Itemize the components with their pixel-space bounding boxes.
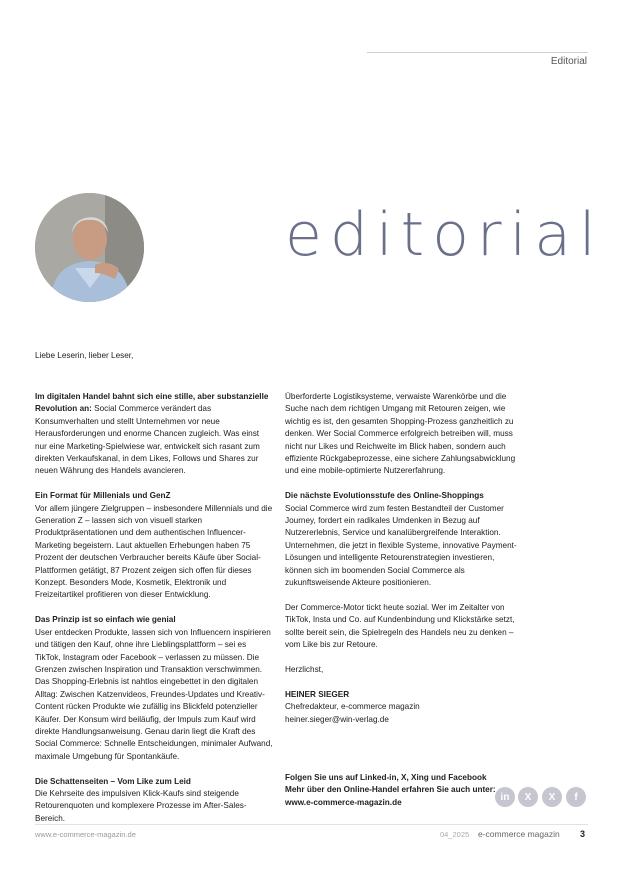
intro-lead: Im digitalen Handel bahnt sich eine stille, aber substanzielle Revolution an: xyxy=(35,392,269,414)
closing: Herzlichst, xyxy=(285,664,324,674)
intro-text: Social Commerce verändert das Konsumverhalten und stellt Unternehmen vor neue Herausforderungen und enorme Chancen zugleich. Was einst nur eine Marketing-Spielwiese war, entwickelt sich rasant zum direkten Verkaufskanal, in dem Likes, Follows und Shares zur neuen Währung des Handels avancieren. xyxy=(35,404,260,476)
page-number: 3 xyxy=(580,829,586,839)
page-title: editorial xyxy=(285,200,604,270)
follow-box xyxy=(285,772,505,809)
website-link[interactable]: www.e-commerce-magazin.de xyxy=(285,797,402,807)
footer-rule xyxy=(35,824,588,825)
section-3 xyxy=(35,776,273,826)
follow-line-1: Folgen Sie uns auf Linked-in, X, Xing und Facebook xyxy=(285,773,487,782)
xing-icon[interactable]: X xyxy=(542,787,562,807)
signature-role: Chefredakteur, e-commerce magazin xyxy=(285,702,420,712)
signature-email[interactable]: heiner.sieger@win-verlag.de xyxy=(285,714,389,724)
header-rule xyxy=(367,52,588,53)
salutation: Liebe Leserin, lieber Leser, xyxy=(35,351,134,360)
footer-issue: 04_2025 xyxy=(440,830,470,839)
author-photo xyxy=(35,193,144,302)
section-3-text: Die Kehrseite des impulsiven Klick-Kaufs sind steigende Retourenquoten und komplexere Prozesse im After-Sales-Bereich. xyxy=(35,788,247,823)
signature xyxy=(285,689,523,726)
follow-line-2: Mehr über den Online-Handel erfahren Sie auch unter: xyxy=(285,785,496,795)
signature-name: HEINER SIEGER xyxy=(285,689,350,699)
left-column xyxy=(35,391,273,838)
section-1-text: Vor allem jüngere Zielgruppen – insbesondere Millennials und die Generation Z – lassen sich von visuell starken Produktpräsentationen und dem authentischen Influencer-Marketing begeistern. Laut aktuellen Erhebungen haben 75 Prozent der deutschen Verbraucher bereits Käufe über Social-Plattformen getätigt, 87 Prozent zeigen sich offen für dieses Konzept. Besonders Mode, Kosmetik, Elektronik und Freizeitartikel profitieren von dieser Entwicklung. xyxy=(35,503,273,600)
section-4-text: Social Commerce wird zum festen Bestandteil der Customer Journey, fordert ein radikales Umdenken in Bezug auf Nutzererlebnis, Service und kanalübergreifende Interaktion. Unternehmen, die jetzt in flexible Systeme, innovative Payment-Lösungen und intelligente Retourenstrategien investieren, können sich im boomenden Social Commerce als zukunftsweisende Akteure positionieren. xyxy=(285,503,517,588)
section-2-heading: Das Prinzip ist so einfach wie genial xyxy=(35,615,176,625)
paragraph-3: Der Commerce-Motor tickt heute sozial. Wer im Zeitalter von TikTok, Insta und Co. auf Kundenbindung und Klickstärke setzt, sollte bereit sein, die Spielregeln des Handels neu zu denken – vom Like bis zur Retoure. xyxy=(285,602,515,650)
paragraph-1: Überforderte Logistiksysteme, verwaiste Warenkörbe und die Suche nach dem richtigen Umgang mit Retouren zeigen, wie wichtig es ist, den gesamten Shopping-Prozess ganzheitlich zu denken. Wer Social Commerce erfolgreich betreiben will, muss nicht nur Likes und Reichweite im Blick haben, sondern auch effiziente Rückgabeprozesse, eine sichere Zahlungsabwicklung und eine mobile-optimierte Nutzererfahrung. xyxy=(285,392,516,476)
section-2-text: User entdecken Produkte, lassen sich von Influencern inspirieren und tätigen den Kauf, ohne ihre Lieblingsplattform – sei es TikTok, Instagram oder Facebook – verlassen zu müssen. Die Grenzen zwischen Inspiration und Transaktion verschwimmen. Das Shopping-Erlebnis ist nahtlos eingebettet in den digitalen Alltag: Zwischen Katzenvideos, Freundes-Updates und Kreativ-Content rücken Produkte wie zufällig ins Blickfeld potenzieller Käufer. Der Konsum wird beiläufig, der Impuls zum Kauf wird direkte Handlungsanweisung. Genau darin liegt die Kraft des Social Commerce: Schnelle Entscheidungen, minimaler Aufwand, maximale Umgebung für Spontankäufe. xyxy=(35,627,273,761)
section-label: Editorial xyxy=(550,56,587,67)
x-icon[interactable]: X xyxy=(518,787,538,807)
section-1 xyxy=(35,490,273,602)
section-1-heading: Ein Format für Millenials und GenZ xyxy=(35,491,171,501)
section-2 xyxy=(35,614,273,763)
author-portrait-image xyxy=(35,193,144,302)
section-3-heading: Die Schattenseiten – Vom Like zum Leid xyxy=(35,776,191,786)
footer-website[interactable]: www.e-commerce-magazin.de xyxy=(35,830,136,839)
linkedin-icon[interactable]: in xyxy=(495,787,515,807)
footer-magazine: e-commerce magazin xyxy=(478,829,560,839)
section-4 xyxy=(285,490,523,589)
facebook-icon[interactable]: f xyxy=(566,787,586,807)
right-column xyxy=(285,391,523,738)
section-4-heading: Die nächste Evolutionsstufe des Online-Shoppings xyxy=(285,491,484,501)
intro-paragraph xyxy=(35,391,273,478)
